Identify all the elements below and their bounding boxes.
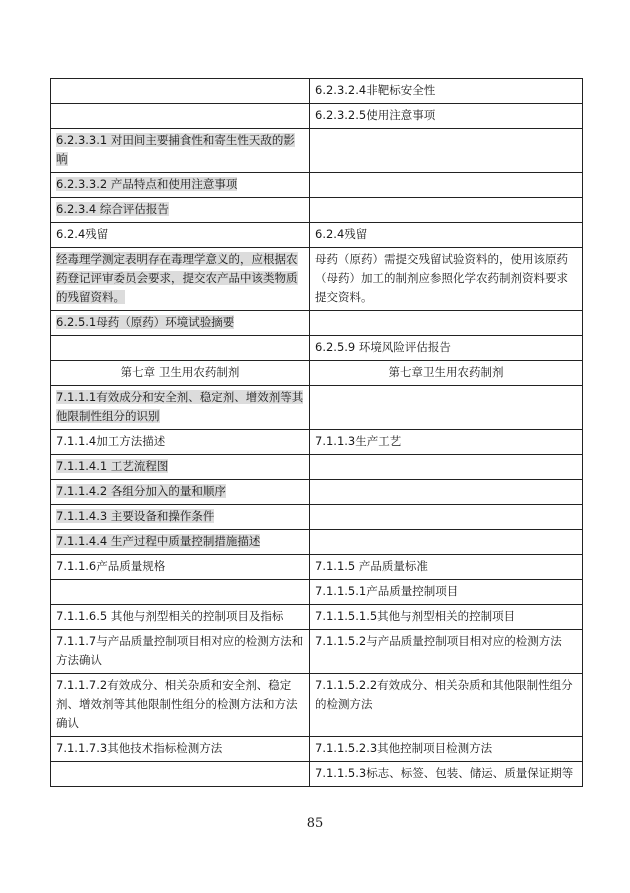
left-cell-text: 7.1.1.4加工方法描述: [56, 434, 166, 448]
right-cell: [310, 198, 583, 223]
left-cell: [51, 762, 310, 787]
left-cell: [51, 580, 310, 605]
left-cell: [51, 311, 310, 336]
left-cell: [51, 630, 310, 674]
right-cell-text: 7.1.1.5.1产品质量控制项目: [315, 584, 459, 598]
table-row: [51, 129, 583, 173]
left-cell: [51, 104, 310, 129]
left-cell-text: 第七章 卫生用农药制剂: [120, 365, 240, 379]
right-cell-text: 第七章卫生用农药制剂: [388, 365, 504, 379]
left-cell-text: 7.1.1.1有效成分和安全剂、稳定剂、增效剂等其他限制性组分的识别: [56, 390, 304, 423]
right-cell-text: 7.1.1.5.2与产品质量控制项目相对应的检测方法: [315, 634, 562, 648]
right-cell-text: 母药（原药）需提交残留试验资料的，使用该原药（母药）加工的制剂应参照化学农药制剂资料要求提交资料。: [315, 252, 568, 304]
left-cell-text: 6.2.3.3.2 产品特点和使用注意事项: [56, 177, 238, 191]
table-row: [51, 674, 583, 737]
left-cell-text: 7.1.1.4.1 工艺流程图: [56, 459, 169, 473]
left-cell: [51, 248, 310, 311]
table-row: [51, 361, 583, 386]
right-cell: [310, 173, 583, 198]
table-row: [51, 386, 583, 430]
right-cell: [310, 361, 583, 386]
right-cell: [310, 104, 583, 129]
right-cell-text: 7.1.1.3生产工艺: [315, 434, 402, 448]
right-cell: [310, 630, 583, 674]
table-row: [51, 248, 583, 311]
left-cell-text: 6.2.3.4 综合评估报告: [56, 202, 169, 216]
left-cell-text: 7.1.1.4.4 生产过程中质量控制措施描述: [56, 534, 261, 548]
table-row: [51, 530, 583, 555]
table-row: [51, 480, 583, 505]
right-cell: [310, 386, 583, 430]
table-row: [51, 737, 583, 762]
table-row: [51, 605, 583, 630]
left-cell: [51, 336, 310, 361]
right-cell-text: 6.2.3.2.4非靶标安全性: [315, 83, 436, 97]
right-cell-text: 7.1.1.5.3标志、标签、包装、储运、质量保证期等: [315, 766, 574, 780]
right-cell: [310, 248, 583, 311]
left-cell: [51, 530, 310, 555]
left-cell: [51, 555, 310, 580]
table-row: [51, 555, 583, 580]
table-row: [51, 79, 583, 104]
table-row: [51, 430, 583, 455]
right-cell-text: 6.2.5.9 环境风险评估报告: [315, 340, 451, 354]
table-row: [51, 173, 583, 198]
right-cell-text: 7.1.1.5 产品质量标准: [315, 559, 428, 573]
right-cell: [310, 580, 583, 605]
right-cell: [310, 505, 583, 530]
right-cell: [310, 129, 583, 173]
table-row: [51, 198, 583, 223]
table-row: [51, 580, 583, 605]
left-cell: [51, 173, 310, 198]
right-cell-text: 6.2.3.2.5使用注意事项: [315, 108, 436, 122]
left-cell-text: 6.2.3.3.1 对田间主要捕食性和寄生性天敌的影响: [56, 133, 295, 166]
right-cell: [310, 605, 583, 630]
left-cell-text: 7.1.1.6.5 其他与剂型相关的控制项目及指标: [56, 609, 284, 623]
right-cell: [310, 674, 583, 737]
left-cell: [51, 129, 310, 173]
table-row: [51, 762, 583, 787]
right-cell: [310, 79, 583, 104]
right-cell: [310, 223, 583, 248]
left-cell: [51, 455, 310, 480]
left-cell: [51, 198, 310, 223]
left-cell: [51, 674, 310, 737]
table-row: [51, 104, 583, 129]
left-cell: [51, 430, 310, 455]
left-cell-text: 7.1.1.7与产品质量控制项目相对应的检测方法和方法确认: [56, 634, 304, 667]
left-cell: [51, 480, 310, 505]
table-row: [51, 455, 583, 480]
right-cell: [310, 311, 583, 336]
left-cell-text: 经毒理学测定表明存在毒理学意义的，应根据农药登记评审委员会要求，提交农产品中该类物质的残留资料。: [56, 252, 298, 304]
right-cell-text: 6.2.4残留: [315, 227, 368, 241]
table-row: [51, 630, 583, 674]
left-cell-text: 7.1.1.4.2 各组分加入的量和顺序: [56, 484, 226, 498]
left-cell-text: 7.1.1.7.2有效成分、相关杂质和安全剂、稳定剂、增效剂等其他限制性组分的检测方法和方法确认: [56, 678, 298, 730]
left-cell: [51, 361, 310, 386]
left-cell: [51, 605, 310, 630]
right-cell: [310, 480, 583, 505]
right-cell: [310, 430, 583, 455]
left-cell: [51, 223, 310, 248]
table-row: [51, 336, 583, 361]
left-cell-text: 6.2.5.1母药（原药）环境试验摘要: [56, 315, 235, 329]
right-cell: [310, 455, 583, 480]
page-number: 85: [306, 816, 324, 831]
table-body: [51, 79, 583, 787]
right-cell-text: 7.1.1.5.2.3其他控制项目检测方法: [315, 741, 493, 755]
left-cell-text: 7.1.1.6产品质量规格: [56, 559, 166, 573]
right-cell: [310, 530, 583, 555]
table-row: [51, 311, 583, 336]
right-cell: [310, 555, 583, 580]
right-cell: [310, 336, 583, 361]
right-cell-text: 7.1.1.5.2.2有效成分、相关杂质和其他限制性组分的检测方法: [315, 678, 573, 711]
right-cell: [310, 762, 583, 787]
left-cell: [51, 79, 310, 104]
comparison-table: [50, 78, 583, 787]
table-row: [51, 505, 583, 530]
left-cell: [51, 505, 310, 530]
left-cell-text: 7.1.1.4.3 主要设备和操作条件: [56, 509, 215, 523]
table-row: [51, 223, 583, 248]
left-cell: [51, 386, 310, 430]
left-cell-text: 7.1.1.7.3其他技术指标检测方法: [56, 741, 223, 755]
right-cell: [310, 737, 583, 762]
left-cell: [51, 737, 310, 762]
left-cell-text: 6.2.4残留: [56, 227, 109, 241]
right-cell-text: 7.1.1.5.1.5其他与剂型相关的控制项目: [315, 609, 516, 623]
